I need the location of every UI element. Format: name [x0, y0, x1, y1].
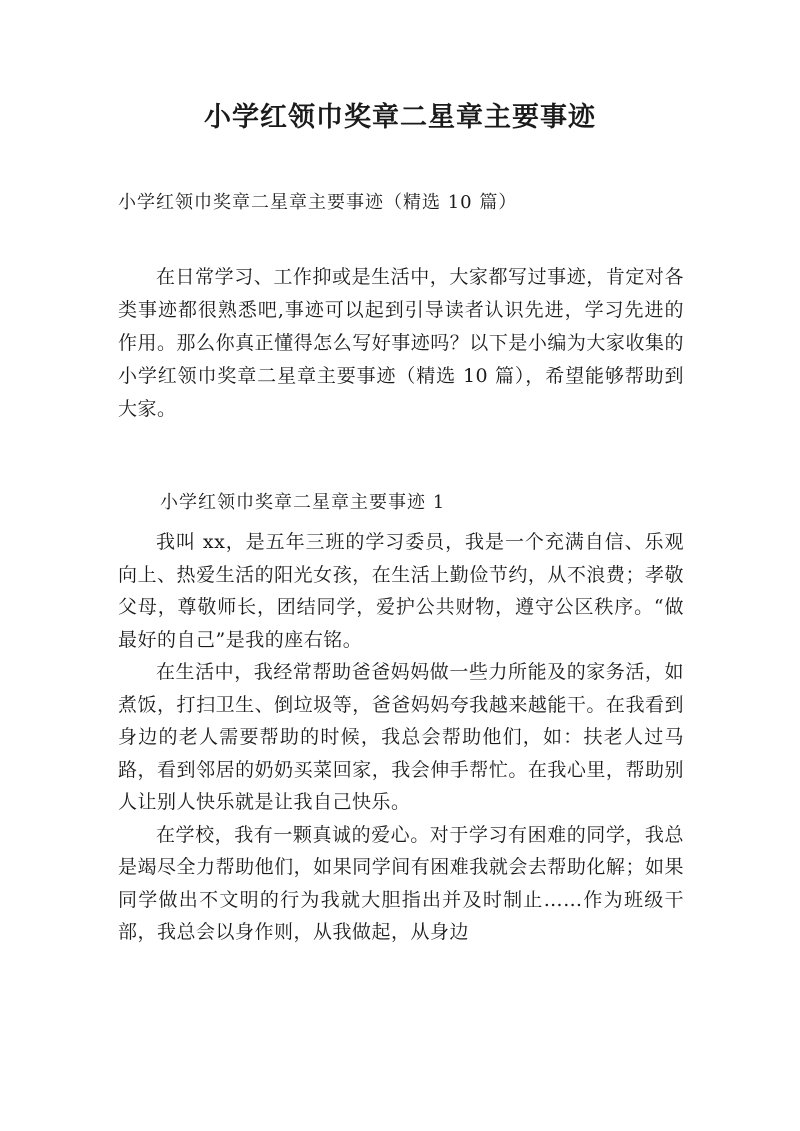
intro-paragraph: 在日常学习、工作抑或是生活中，大家都写过事迹，肯定对各类事迹都很熟悉吧,事迹可以起到引导读者认识先进，学习先进的作用。那么你真正懂得怎么写好事迹吗？以下是小编为大家收集的小学红领巾奖章二星章主要事迹（精选 10 篇），希望能够帮助到大家。: [118, 266, 684, 420]
document-title: 小学红领巾奖章二星章主要事迹: [204, 102, 596, 133]
section-heading: 小学红领巾奖章二星章主要事迹 1: [160, 492, 446, 513]
article-paragraph-3: 在学校，我有一颗真诚的爱心。对于学习有困难的同学，我总是竭尽全力帮助他们，如果同学间有困难我就会去帮助化解；如果同学做出不文明的行为我就大胆指出并及时制止……作为班级干部，我总会以身作则，从我做起，从身边: [118, 823, 684, 943]
article-body: [118, 526, 684, 949]
article-paragraph-2: 在生活中，我经常帮助爸爸妈妈做一些力所能及的家务活，如煮饭，打扫卫生、倒垃圾等，爸爸妈妈夸我越来越能干。在我看到身边的老人需要帮助的时候，我总会帮助他们，如：扶老人过马路，看到邻居的奶奶买菜回家，我会伸手帮忙。在我心里，帮助别人让别人快乐就是让我自己快乐。: [118, 661, 684, 813]
article-paragraph-1: 我叫 xx，是五年三班的学习委员，我是一个充满自信、乐观向上、热爱生活的阳光女孩，在生活上勤俭节约，从不浪费；孝敬父母，尊敬师长，团结同学，爱护公共财物，遵守公区秩序。“做最好的自己”是我的座右铭。: [118, 531, 684, 651]
intro-block: [118, 261, 684, 426]
document-subtitle: 小学红领巾奖章二星章主要事迹（精选 10 篇）: [118, 192, 518, 213]
